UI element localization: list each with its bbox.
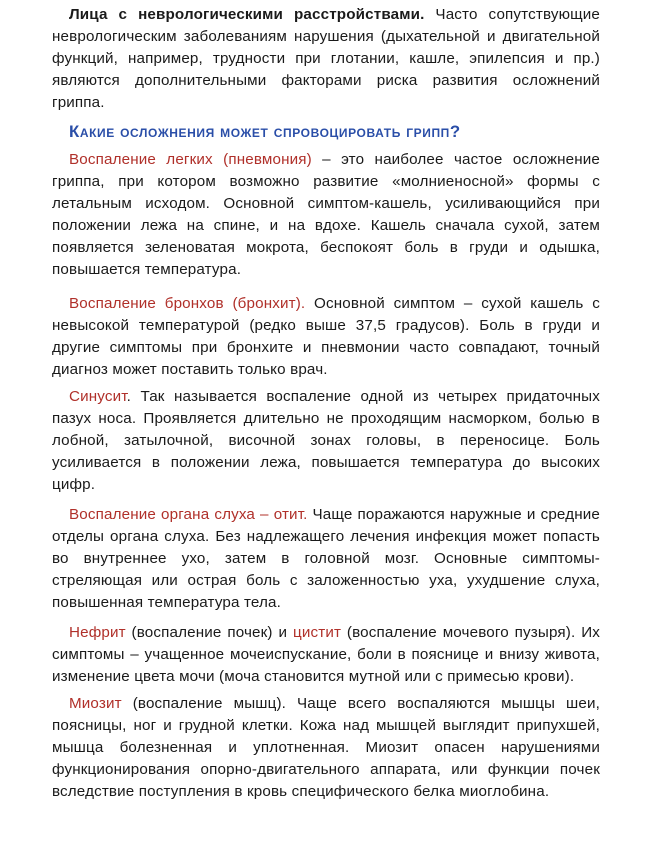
paragraph-pneumonia — [52, 149, 600, 281]
text-otitis: Чаще поражаются наружные и средние отделы органа слуха. Без надлежащего лечения инфекция может попасть во внутреннее ухо, затем в головной мозг. Основные симптомы-стреляющая или острая боль с заложенностью уха, ухудшение слуха, повышенная температура тела. — [52, 506, 600, 611]
intro-term: Лица с неврологическими расстройствами. — [69, 6, 425, 23]
paragraph-sinusitis — [52, 386, 600, 496]
document-page — [52, 4, 600, 803]
text-nephritis: (воспаление мочевого пузыря). Их симптомы – учащенное мочеиспускание, боли в пояснице и внизу живота, изменение цвета мочи (моча становится мутной или с примесью крови). — [52, 624, 600, 685]
section-heading: Какие осложнения может спровоцировать грипп? — [69, 122, 461, 141]
intro-paragraph — [52, 4, 600, 114]
paragraph-otitis — [52, 504, 600, 614]
text-nephritis-mid: (воспаление почек) и — [125, 624, 293, 641]
term-sinusitis: Синусит — [69, 388, 127, 405]
term-myositis: Миозит — [69, 695, 122, 712]
term-pneumonia: Воспаление легких (пневмония) — [69, 151, 312, 168]
term-cystitis: цистит — [292, 624, 342, 641]
term-otitis: Воспаление органа слуха – отит. — [69, 506, 308, 523]
intro-text: Часто сопутствующие неврологическим заболеваниям нарушения (дыхательной и двигательной функций, например, трудности при глотании, кашле, эпилепсия и пр.) являются дополнительными факторами риска развития осложнений гриппа. — [52, 6, 600, 111]
paragraph-bronchitis — [52, 293, 600, 381]
text-myositis: (воспаление мышц). Чаще всего воспаляются мышцы шеи, поясницы, ног и грудной клетки. Кожа над мышцей выглядит припухшей, мышца болезненная и уплотненная. Миозит опасен нарушениями функционирования опорно-двигательного аппарата, или функции почек вследствие поступления в кровь специфического белка миоглобина. — [52, 695, 600, 800]
term-bronchitis: Воспаление бронхов (бронхит). — [69, 295, 306, 312]
paragraph-myositis — [52, 693, 600, 803]
paragraph-nephritis — [52, 622, 600, 688]
text-sinusitis: . Так называется воспаление одной из четырех придаточных пазух носа. Проявляется длительно не проходящим насморком, болью в лобной, затылочной, височной зонах головы, в переносице. Боль усиливается в положении лежа, повышается температура до высоких цифр. — [52, 388, 600, 493]
text-pneumonia: – это наиболее частое осложнение гриппа, при котором возможно развитие «молниеносной» формы с летальным исходом. Основной симптом-кашель, усиливающийся при положении лежа на спине, и на вдохе. Кашель сначала сухой, затем появляется зеленоватая мокрота, беспокоят боль в груди и одышка, повышается температура. — [52, 151, 600, 278]
text-bronchitis: Основной симптом – сухой кашель с невысокой температурой (редко выше 37,5 градусов). Боль в груди и другие симптомы при бронхите и пневмонии часто совпадают, точный диагноз может поставить только врач. — [52, 295, 600, 378]
term-nephritis: Нефрит — [69, 624, 126, 641]
